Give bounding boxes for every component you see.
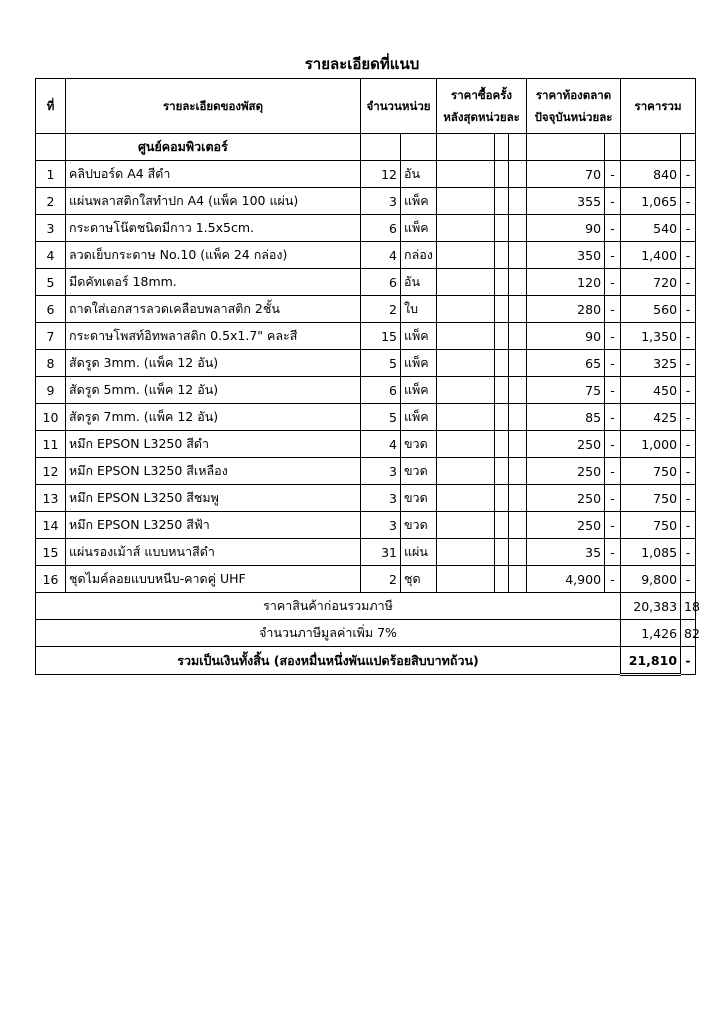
item-quantity: 4 [361,242,401,269]
item-last-price [437,512,495,539]
subtotal-label: ราคาสินค้าก่อนรวมภาษี [36,593,621,620]
item-last-price-blank [509,458,527,485]
item-total-fraction: - [681,485,696,512]
item-last-price [437,539,495,566]
item-unit-price: 280 [527,296,605,323]
item-unit: แผ่น [401,539,437,566]
header-description: รายละเอียดของพัสดุ [66,79,361,134]
item-unit-price: 35 [527,539,605,566]
item-last-price [437,296,495,323]
header-last-price-line1: ราคาซื้อครั้ง [451,88,513,102]
grand-total-label: รวมเป็นเงินทั้งสิ้น (สองหมื่นหนึ่งพันแปดร้อยสิบบาทถ้วน) [36,647,621,675]
item-last-price [437,404,495,431]
item-total: 1,400 [621,242,681,269]
item-last-price-blank [509,512,527,539]
item-number: 15 [36,539,66,566]
item-total: 1,065 [621,188,681,215]
item-description: หมึก EPSON L3250 สีเหลือง [66,458,361,485]
vat-row [36,620,696,647]
item-total-fraction: - [681,431,696,458]
item-unit-price: 350 [527,242,605,269]
item-number: 1 [36,161,66,188]
item-number: 8 [36,350,66,377]
vat-label: จำนวนภาษีมูลค่าเพิ่ม 7% [36,620,621,647]
item-last-price-blank [509,431,527,458]
table-row [36,215,696,242]
item-number: 4 [36,242,66,269]
item-unit-price-fraction: - [605,404,621,431]
item-number: 2 [36,188,66,215]
item-unit-price-fraction: - [605,296,621,323]
item-last-price [437,350,495,377]
item-quantity: 5 [361,404,401,431]
item-unit: ขวด [401,485,437,512]
item-unit-price-fraction: - [605,188,621,215]
item-description: สัดรูด 3mm. (แพ็ค 12 อัน) [66,350,361,377]
item-description: สัดรูด 5mm. (แพ็ค 12 อัน) [66,377,361,404]
item-number: 6 [36,296,66,323]
item-total: 1,000 [621,431,681,458]
item-total: 750 [621,485,681,512]
item-total: 450 [621,377,681,404]
item-number: 12 [36,458,66,485]
item-number: 14 [36,512,66,539]
item-unit-price: 85 [527,404,605,431]
item-quantity: 2 [361,566,401,593]
item-unit: ชุด [401,566,437,593]
item-total: 425 [621,404,681,431]
grand-total-row [36,647,696,675]
item-number: 3 [36,215,66,242]
item-last-price-fraction [495,431,509,458]
item-unit-price-fraction: - [605,377,621,404]
item-number: 10 [36,404,66,431]
item-unit-price-fraction: - [605,269,621,296]
item-last-price-fraction [495,350,509,377]
item-last-price [437,377,495,404]
item-number: 9 [36,377,66,404]
item-unit-price-fraction: - [605,242,621,269]
item-last-price-blank [509,566,527,593]
item-last-price-fraction [495,161,509,188]
item-last-price [437,161,495,188]
item-unit: ขวด [401,431,437,458]
header-quantity: จำนวนหน่วย [361,79,437,134]
item-description: ถาดใส่เอกสารลวดเคลือบพลาสติก 2ชั้น [66,296,361,323]
item-total-fraction: - [681,566,696,593]
item-quantity: 3 [361,458,401,485]
item-total-fraction: - [681,242,696,269]
items-table [35,78,700,676]
item-unit-price: 120 [527,269,605,296]
item-last-price [437,566,495,593]
table-row [36,377,696,404]
item-total: 840 [621,161,681,188]
item-number: 16 [36,566,66,593]
item-total-fraction: - [681,539,696,566]
item-unit-price-fraction: - [605,512,621,539]
item-total: 750 [621,512,681,539]
item-quantity: 6 [361,377,401,404]
item-last-price [437,269,495,296]
header-last-price-line2: หลังสุดหน่วยละ [443,110,520,124]
table-row [36,512,696,539]
item-last-price-fraction [495,485,509,512]
item-total: 540 [621,215,681,242]
item-description: หมึก EPSON L3250 สีฟ้า [66,512,361,539]
item-unit: อัน [401,269,437,296]
item-unit-price: 90 [527,215,605,242]
header-market-price-line2: ปัจจุบันหน่วยละ [534,110,613,124]
item-unit: อัน [401,161,437,188]
item-last-price-fraction [495,296,509,323]
item-number: 11 [36,431,66,458]
table-row [36,458,696,485]
item-unit: แพ็ค [401,188,437,215]
item-total-fraction: - [681,215,696,242]
item-quantity: 4 [361,431,401,458]
item-unit: แพ็ค [401,404,437,431]
item-total: 1,350 [621,323,681,350]
item-last-price-blank [509,350,527,377]
item-total-fraction: - [681,161,696,188]
item-total: 9,800 [621,566,681,593]
header-no: ที่ [36,79,66,134]
item-total-fraction: - [681,296,696,323]
section-title: ศูนย์คอมพิวเตอร์ [66,134,361,161]
item-unit-price-fraction: - [605,458,621,485]
page-title: รายละเอียดที่แนบ [304,55,420,73]
item-last-price-blank [509,485,527,512]
table-row [36,566,696,593]
item-unit-price: 250 [527,431,605,458]
item-total-fraction: - [681,377,696,404]
item-last-price-fraction [495,458,509,485]
item-last-price-fraction [495,269,509,296]
item-last-price-blank [509,404,527,431]
item-unit: ขวด [401,458,437,485]
item-description: ชุดไมค์ลอยแบบหนีบ-คาดคู่ UHF [66,566,361,593]
item-unit-price-fraction: - [605,431,621,458]
section-row [36,134,696,161]
item-last-price-fraction [495,404,509,431]
item-unit-price-fraction: - [605,215,621,242]
item-unit-price-fraction: - [605,161,621,188]
item-quantity: 3 [361,485,401,512]
item-description: หมึก EPSON L3250 สีดำ [66,431,361,458]
table-row [36,296,696,323]
item-last-price-fraction [495,242,509,269]
vat-value: 1,426 [621,620,681,647]
item-description: กระดาษโพสท์อิทพลาสติก 0.5x1.7" คละสี [66,323,361,350]
subtotal-fraction: 18 [681,593,696,620]
table-row [36,242,696,269]
item-number: 13 [36,485,66,512]
item-total: 325 [621,350,681,377]
vat-fraction: 82 [681,620,696,647]
item-number: 7 [36,323,66,350]
item-unit: ใบ [401,296,437,323]
item-unit: แพ็ค [401,215,437,242]
item-last-price-blank [509,269,527,296]
item-total: 560 [621,296,681,323]
item-quantity: 15 [361,323,401,350]
item-last-price-fraction [495,512,509,539]
table-row [36,404,696,431]
item-last-price [437,431,495,458]
item-last-price-blank [509,323,527,350]
item-description: กระดาษโน๊ตชนิดมีกาว 1.5x5cm. [66,215,361,242]
header-market-price-line1: ราคาท้องตลาด [535,88,612,102]
item-unit-price: 70 [527,161,605,188]
item-description: แผ่นรองเม้าส์ แบบหนาสีดำ [66,539,361,566]
item-last-price [437,215,495,242]
header-last-price [437,79,527,134]
item-last-price-blank [509,539,527,566]
item-last-price [437,188,495,215]
item-last-price-fraction [495,188,509,215]
item-description: แผ่นพลาสติกใสทำปก A4 (แพ็ค 100 แผ่น) [66,188,361,215]
item-number: 5 [36,269,66,296]
item-total-fraction: - [681,458,696,485]
item-unit-price-fraction: - [605,566,621,593]
item-last-price-fraction [495,323,509,350]
item-quantity: 3 [361,512,401,539]
item-unit-price-fraction: - [605,539,621,566]
item-total-fraction: - [681,323,696,350]
item-last-price-fraction [495,566,509,593]
item-description: คลิปบอร์ด A4 สีดำ [66,161,361,188]
grand-total-value: 21,810 [621,647,681,675]
item-description: สัดรูด 7mm. (แพ็ค 12 อัน) [66,404,361,431]
table-row [36,269,696,296]
item-last-price-fraction [495,539,509,566]
item-unit-price: 250 [527,458,605,485]
header-total: ราคารวม [621,79,696,134]
item-quantity: 6 [361,215,401,242]
item-total-fraction: - [681,512,696,539]
item-last-price-fraction [495,377,509,404]
item-last-price [437,242,495,269]
item-last-price [437,485,495,512]
item-unit: แพ็ค [401,350,437,377]
item-total-fraction: - [681,188,696,215]
subtotal-row [36,593,696,620]
subtotal-value: 20,383 [621,593,681,620]
item-unit-price-fraction: - [605,485,621,512]
table-row [36,431,696,458]
header-market-price [527,79,621,134]
item-unit-price: 90 [527,323,605,350]
item-last-price-blank [509,377,527,404]
item-quantity: 3 [361,188,401,215]
item-unit: ขวด [401,512,437,539]
item-unit: แพ็ค [401,323,437,350]
item-quantity: 12 [361,161,401,188]
item-last-price [437,323,495,350]
item-last-price-blank [509,296,527,323]
table-row [36,323,696,350]
table-row [36,485,696,512]
item-last-price-blank [509,161,527,188]
table-row [36,161,696,188]
item-total-fraction: - [681,269,696,296]
item-quantity: 31 [361,539,401,566]
table-row [36,350,696,377]
item-description: ลวดเย็บกระดาษ No.10 (แพ็ค 24 กล่อง) [66,242,361,269]
item-unit-price-fraction: - [605,350,621,377]
item-unit-price: 250 [527,485,605,512]
grand-total-fraction: - [681,647,696,675]
item-description: มีดคัทเตอร์ 18mm. [66,269,361,296]
item-unit-price: 65 [527,350,605,377]
item-last-price-blank [509,242,527,269]
item-total-fraction: - [681,404,696,431]
item-quantity: 2 [361,296,401,323]
item-total: 720 [621,269,681,296]
item-total: 1,085 [621,539,681,566]
item-unit-price: 355 [527,188,605,215]
item-last-price-blank [509,215,527,242]
table-row [36,539,696,566]
item-unit-price: 4,900 [527,566,605,593]
item-last-price-fraction [495,215,509,242]
item-unit: แพ็ค [401,377,437,404]
item-quantity: 5 [361,350,401,377]
item-total: 750 [621,458,681,485]
item-total-fraction: - [681,350,696,377]
item-unit-price-fraction: - [605,323,621,350]
item-unit-price: 250 [527,512,605,539]
item-unit: กล่อง [401,242,437,269]
item-description: หมึก EPSON L3250 สีชมพู [66,485,361,512]
item-unit-price: 75 [527,377,605,404]
item-quantity: 6 [361,269,401,296]
item-last-price-blank [509,188,527,215]
table-row [36,188,696,215]
item-last-price [437,458,495,485]
